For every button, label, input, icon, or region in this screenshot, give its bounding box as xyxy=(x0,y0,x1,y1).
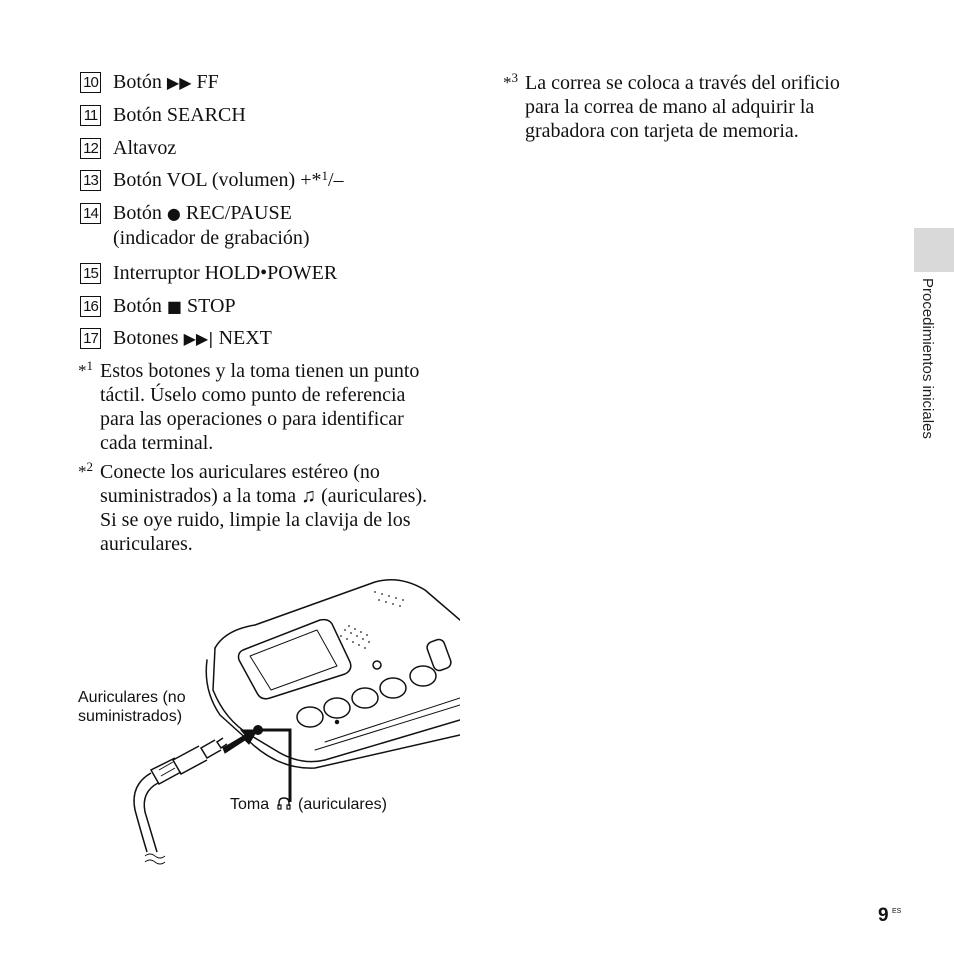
item-text-line2: (indicador de grabación) xyxy=(113,227,310,249)
footnote-line: para la correa de mano al adquirir la xyxy=(525,96,815,118)
item-11 xyxy=(80,103,246,127)
jack-caption xyxy=(230,795,387,814)
item-number: 12 xyxy=(80,138,101,159)
item-number: 16 xyxy=(80,296,101,317)
item-text: Botón SEARCH xyxy=(113,104,246,126)
footnote-mark: * xyxy=(503,73,512,92)
section-tab-marker xyxy=(914,228,954,272)
jack-caption-prefix: Toma xyxy=(230,796,270,813)
stop-square-icon: ■ xyxy=(166,297,183,316)
headphones-caption-line-2: suministrados) xyxy=(78,708,183,725)
item-text: Altavoz xyxy=(113,137,177,159)
record-dot-icon: ● xyxy=(166,204,181,223)
item-13 xyxy=(80,168,344,192)
headphones-caption-line-1: Auriculares (no xyxy=(78,689,186,706)
footnote-line: Estos botones y la toma tienen un punto xyxy=(100,360,420,382)
item-text: FF xyxy=(191,71,219,93)
footnote-line: Conecte los auriculares estéreo (no xyxy=(100,461,380,483)
footnote-line: suministrados) a la toma ♫ (auriculares). xyxy=(100,485,428,507)
footnote-line: cada terminal. xyxy=(100,432,214,454)
footnote-line: para las operaciones o para identificar xyxy=(100,408,404,430)
item-text: Botón xyxy=(113,295,167,317)
headphones-caption xyxy=(78,688,186,726)
item-10 xyxy=(80,70,219,95)
item-number: 15 xyxy=(80,263,101,284)
item-12 xyxy=(80,136,176,160)
item-text: Interruptor HOLD•POWER xyxy=(113,262,338,284)
footnote-number: 3 xyxy=(511,70,518,85)
item-14 xyxy=(80,201,310,250)
footnote-line: auriculares. xyxy=(100,533,193,555)
item-text: Botón VOL (volumen) +* xyxy=(113,169,322,191)
item-number: 10 xyxy=(80,72,101,93)
item-number: 13 xyxy=(80,170,101,191)
item-text: /– xyxy=(328,169,344,191)
item-16 xyxy=(80,294,236,319)
item-15 xyxy=(80,261,337,285)
recorder-headphones-illustration xyxy=(75,570,460,870)
item-number: 11 xyxy=(80,105,101,126)
item-17 xyxy=(80,326,272,351)
footnote-number: 1 xyxy=(86,358,93,373)
next-track-icon: ▶▶| xyxy=(183,329,214,348)
item-text: Botón xyxy=(113,71,167,93)
page-number: 9 xyxy=(878,905,889,926)
item-text: REC/PAUSE xyxy=(180,202,292,224)
headphone-icon xyxy=(276,795,292,811)
item-text: Botón xyxy=(113,202,167,224)
footnote-line: grabadora con tarjeta de memoria. xyxy=(525,120,799,142)
footnote-line: táctil. Úselo como punto de referencia xyxy=(100,384,406,406)
item-text: Botones xyxy=(113,327,184,349)
section-label: Procedimientos iniciales xyxy=(919,278,936,439)
item-number: 14 xyxy=(80,203,101,224)
footnote-ref: 1 xyxy=(321,168,328,183)
jack-caption-suffix: (auriculares) xyxy=(298,796,387,813)
footnote-line: Si se oye ruido, limpie la clavija de los xyxy=(100,509,411,531)
footnote-number: 2 xyxy=(86,459,93,474)
item-number: 17 xyxy=(80,328,101,349)
page-language-code: ES xyxy=(892,908,902,915)
fast-forward-icon: ▶▶ xyxy=(166,73,192,92)
footnote-line: La correa se coloca a través del orificio xyxy=(525,72,840,94)
footnote-mark: * xyxy=(78,462,87,481)
item-text: NEXT xyxy=(213,327,272,349)
item-text: STOP xyxy=(182,295,236,317)
footnote-mark: * xyxy=(78,361,87,380)
